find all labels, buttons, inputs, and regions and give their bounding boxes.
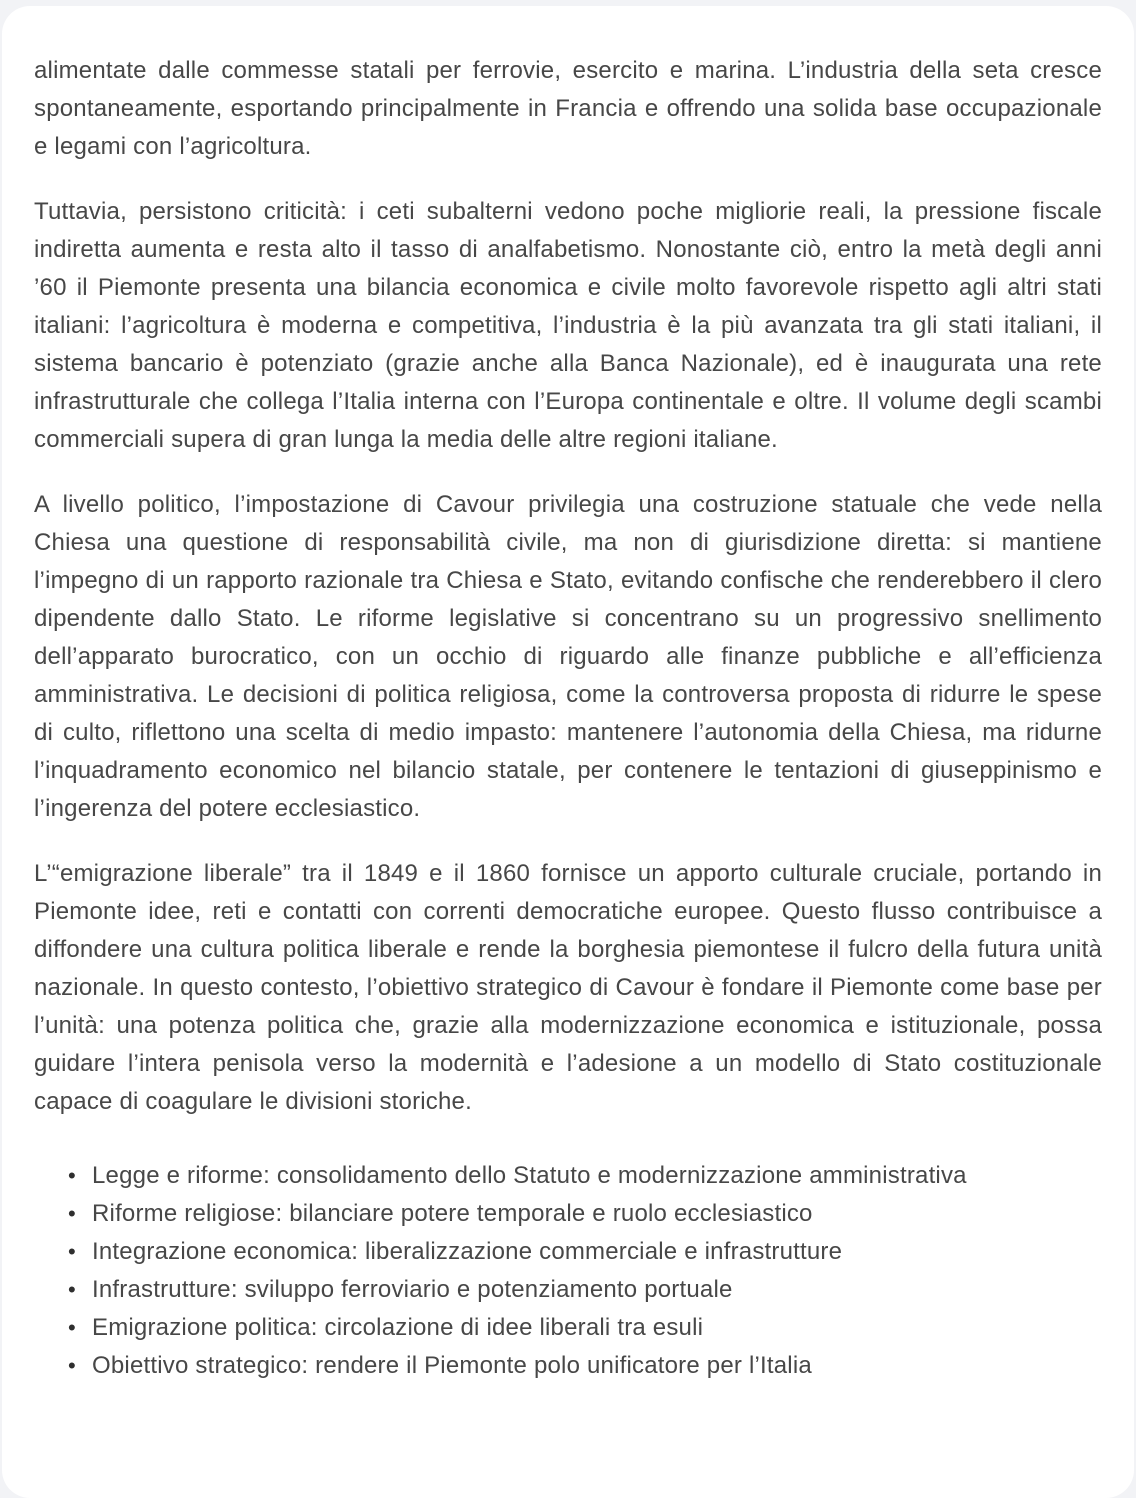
- list-item: • Emigrazione politica: circolazione di idee liberali tra esuli: [92, 1309, 1102, 1347]
- paragraph: A livello politico, l’impostazione di Cavour privilegia una costruzione statuale che vede nella Chiesa una questione di responsabilità civile, ma non di giurisdizione diretta: si mantiene l’impegno di un rapporto razionale tra Chiesa e Stato, evitando confische che renderebbero il clero dipendente dallo Stato. Le riforme legislative si concentrano su un progressivo snellimento dell’apparato burocratico, con un occhio di riguardo alle finanze pubbliche e all’efficienza amministrativa. Le decisioni di politica religiosa, come la controversa proposta di ridurre le spese di culto, riflettono una scelta di medio impasto: mantenere l’autonomia della Chiesa, ma ridurne l’inquadramento economico nel bilancio statale, per contenere le tentazioni di giuseppinismo e l’ingerenza del potere ecclesiastico.: [34, 491, 1102, 822]
- paragraph: alimentate dalle commesse statali per ferrovie, esercito e marina. L’industria della seta cresce spontaneamente, esportando principalmente in Francia e offrendo una solida base occupazionale e legami con l’agricoltura.: [34, 57, 1102, 160]
- paragraph: L’“emigrazione liberale” tra il 1849 e il 1860 fornisce un apporto culturale cruciale, portando in Piemonte idee, reti e contatti con correnti democratiche europee. Questo flusso contribuisce a diffondere una cultura politica liberale e rende la borghesia piemontese il fulcro della futura unità nazionale. In questo contesto, l’obiettivo strategico di Cavour è fondare il Piemonte come base per l’unità: una potenza politica che, grazie alla modernizzazione economica e istituzionale, possa guidare l’intera penisola verso la modernità e l’adesione a un modello di Stato costituzionale capace di coagulare le divisioni storiche.: [34, 860, 1102, 1115]
- document-card: [2, 6, 1134, 1498]
- paragraph: Tuttavia, persistono criticità: i ceti subalterni vedono poche migliorie reali, la pressione fiscale indiretta aumenta e resta alto il tasso di analfabetismo. Nonostante ciò, entro la metà degli anni ’60 il Piemonte presenta una bilancia economica e civile molto favorevole rispetto agli altri stati italiani: l’agricoltura è moderna e competitiva, l’industria è la più avanzata tra gli stati italiani, il sistema bancario è potenziato (grazie anche alla Banca Nazionale), ed è inaugurata una rete infrastrutturale che collega l’Italia interna con l’Europa continentale e oltre. Il volume degli scambi commerciali supera di gran lunga la media delle altre regioni italiane.: [34, 198, 1102, 453]
- bullet-list: [34, 1157, 1102, 1385]
- list-item: • Integrazione economica: liberalizzazione commerciale e infrastrutture: [92, 1233, 1102, 1271]
- list-item: • Riforme religiose: bilanciare potere temporale e ruolo ecclesiastico: [92, 1195, 1102, 1233]
- list-item: • Infrastrutture: sviluppo ferroviario e potenziamento portuale: [92, 1271, 1102, 1309]
- list-item: • Obiettivo strategico: rendere il Piemonte polo unificatore per l’Italia: [92, 1347, 1102, 1385]
- list-item: • Legge e riforme: consolidamento dello Statuto e modernizzazione amministrativa: [92, 1157, 1102, 1195]
- page-background: [0, 6, 1136, 1498]
